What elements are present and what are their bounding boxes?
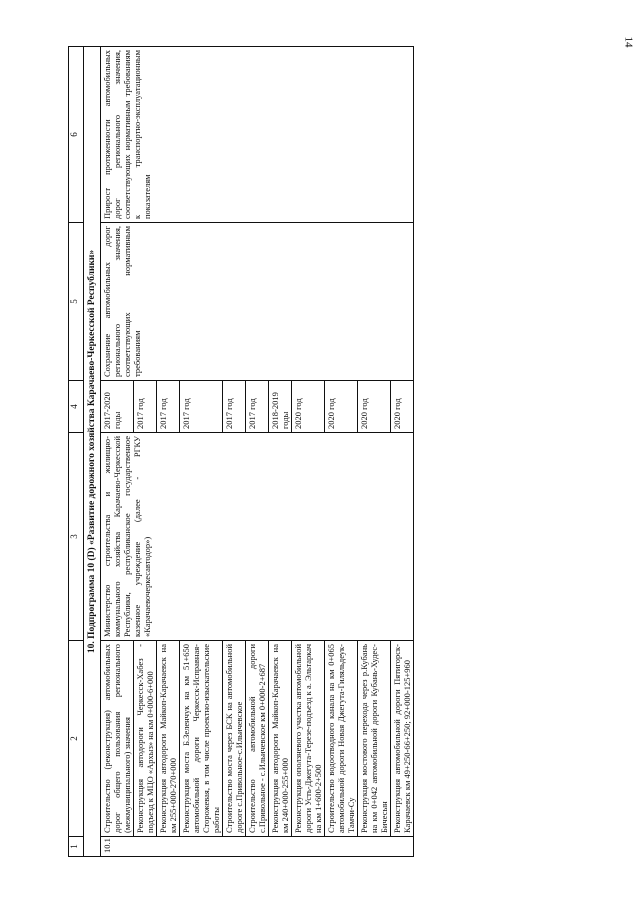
header-number-row [69, 47, 84, 857]
header-col-6: 6 [69, 47, 84, 223]
row-name: Реконструкция автодороги Майкоп-Карачаевск на км 255+000-270+000 [157, 641, 180, 837]
program-table [68, 46, 414, 857]
row-year: 2017 год [246, 381, 269, 433]
subprogram-title-row [84, 47, 101, 857]
row-name: Реконструкция автодороги Майкоп-Карачаевск на км 240+000-255+000 [269, 641, 292, 837]
row-year: 2017 год [180, 381, 223, 433]
row-year: 2017 год [223, 381, 246, 433]
row-name: Реконструкция автодороги Черкесск-Хабез - подъезд к МЦО «Архыз» на км 0+000-6+000 [134, 641, 157, 837]
header-col-4: 4 [69, 381, 84, 433]
subprogram-title: 10. Подпрограмма 10 (D) «Развитие дорожного хозяйства Карачаево-Черкесской Республики» [84, 47, 101, 857]
responsible-executor: Министерство строительства и жилищно-коммунального хозяйства Карачаево-Черкесской Республики, республиканское государственное казенное учреждение (далее - РГКУ «Карачаевочеркесавтодор») [101, 433, 414, 641]
expected-result: Сохранение автомобильных дорог регионального значения, соответствующих нормативным требованиям [101, 223, 414, 381]
row-name: Реконструкция оползневого участка автомобильной дороги Усть-Джегута-Терезе-подъезд к а. Эльтаркач на км 1+600-2+500 [292, 641, 325, 837]
row-name: Строительство водоотводного канала на км 0+065 автомобильной дороги Новая Джегута-Гиляльдеук-Тамчи-Су [325, 641, 358, 837]
header-col-2: 2 [69, 641, 84, 837]
row-year: 2020 год [358, 381, 391, 433]
header-col-1: 1 [69, 837, 84, 857]
indicator: Прирост протяженности автомобильных дорог регионального значения, соответствующих нормативным требованиям к транспортно-эксплуатационным показателям [101, 47, 414, 223]
header-col-5: 5 [69, 223, 84, 381]
row-name: Строительство автомобильной дороги с.Привольное - с.Ильичевское км 0+000-2+687 [246, 641, 269, 837]
row-name: Реконструкция моста Б.Зеленчук на км 51+650 автомобильной дороги Черкесск-Исправная-Сторожевая, в том числе проектно-изыскательские работы [180, 641, 223, 837]
row-year: 2017 год [134, 381, 157, 433]
row-year: 2017 год [157, 381, 180, 433]
rotated-table-sheet [68, 47, 568, 857]
table-row [101, 47, 134, 857]
header-col-3: 3 [69, 433, 84, 641]
row-year: 2020 год [292, 381, 325, 433]
row-year: 2018-2019 годы [269, 381, 292, 433]
row-year: 2017-2020 годы [101, 381, 134, 433]
row-name: Строительство (реконструкция) автомобильных дорог общего пользования регионального (межмуниципального) значения [101, 641, 134, 837]
row-number: 10.1 [101, 837, 414, 857]
row-name: Строительство моста через БСК на автомобильной дороге с.Привольное-с.Ильичевское [223, 641, 246, 837]
page-number: 14 [622, 36, 635, 48]
row-name: Реконструкция мостового перехода через р.Кубань на км 0+042 автомобильной дороги Кубань-Худес-Бичесын [358, 641, 391, 837]
row-name: Реконструкция автомобильной дороги Пятигорск-Карачаевск км 49+250-66+250; 92+000-125+960 [391, 641, 414, 837]
row-year: 2020 год [391, 381, 414, 433]
row-year: 2020 год [325, 381, 358, 433]
